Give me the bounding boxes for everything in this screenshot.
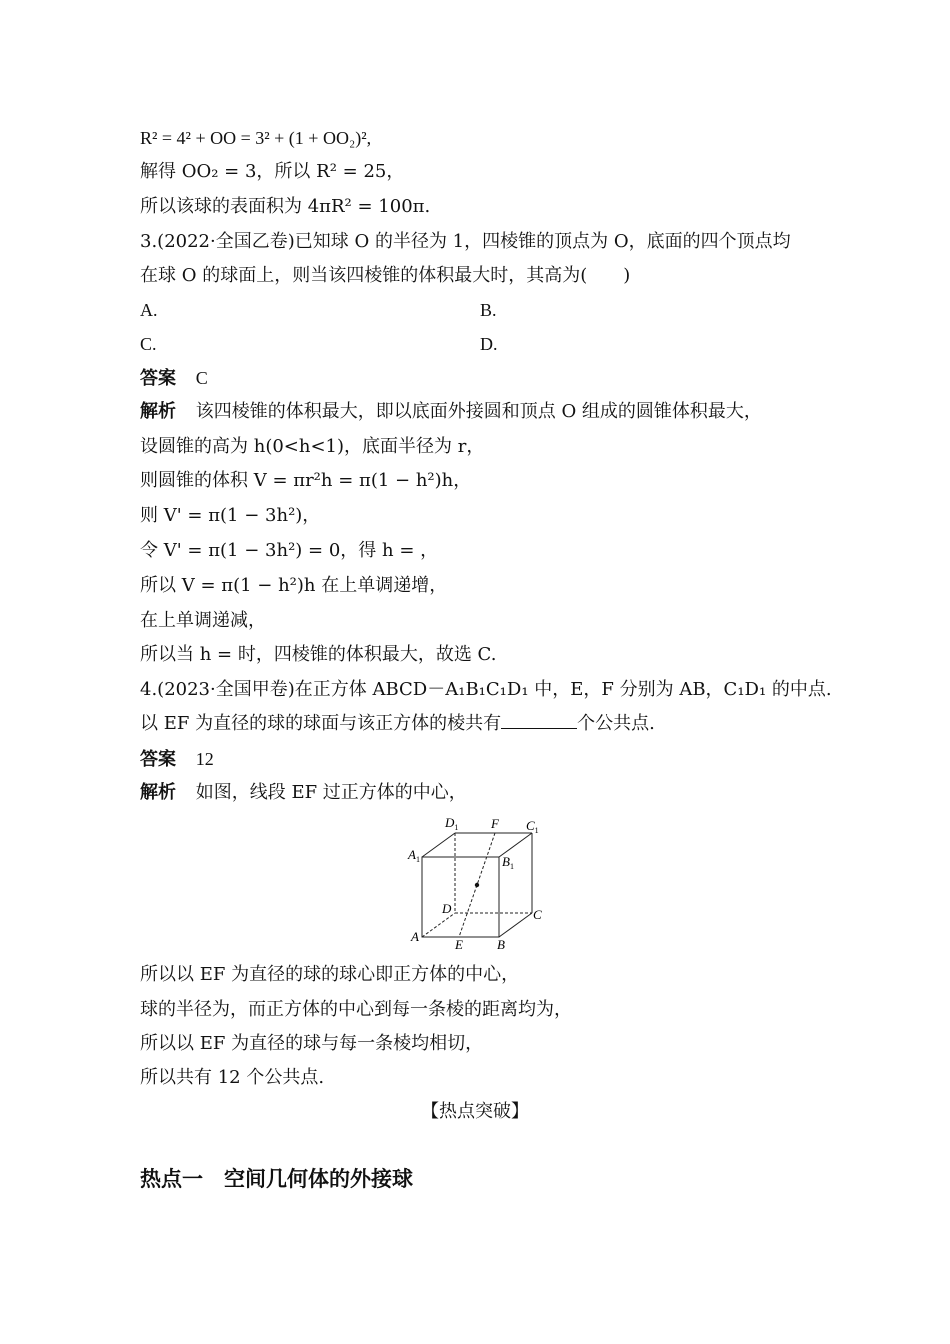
center-point [475,883,479,887]
edge-bc [499,913,532,937]
label-d1: $D_1$ [445,815,459,832]
analysis-3-line4: 则 V' = π(1 − 3h²)， [140,505,321,526]
label-c1: $C_1$ [526,818,539,835]
label-b: B [497,937,505,952]
cube-figure [405,815,555,955]
edge-a1d1 [422,833,455,857]
label-b1: $B_1$ [502,854,514,871]
answer-blank [501,714,577,729]
answer-label: 答案 [140,368,176,389]
answer-label: 答案 [140,749,176,770]
section-title: 热点一 空间几何体的外接球 [140,1167,413,1191]
analysis-3-line5: 令 V' = π(1 − 3h²) = 0，得 h = ， [140,540,439,561]
label-d: D [442,901,452,916]
option-c: C. [140,334,157,354]
option-b: B. [480,300,497,320]
analysis-3-line7: 在上单调递减， [140,610,266,631]
question-4-line1: 4.(2023·全国甲卷)在正方体 ABCD－A₁B₁C₁D₁ 中，E，F 分别为 AB，C₁D₁ 的中点. [140,679,832,700]
answer-4 [140,748,214,771]
label-e: E [455,937,463,952]
hot-topic-header: 【热点突破】 [421,1101,529,1122]
analysis-label: 解析 [140,401,176,422]
option-a: A. [140,300,158,320]
analysis-3-line2: 设圆锥的高为 h(0<h<1)，底面半径为 r， [140,436,485,457]
analysis-3-line8: 所以当 h = 时，四棱锥的体积最大，故选 C. [140,644,497,665]
label-a1: $A_1$ [408,847,420,864]
analysis-3-line6: 所以 V = π(1 − h²)h 在上单调递增， [140,575,448,596]
analysis-4-line2: 所以以 EF 为直径的球的球心即正方体的中心， [140,964,520,985]
label-a: A [411,929,419,944]
question-4-line2: 以 EF 为直径的球的球面与该正方体的棱共有 个公共点. [140,713,655,734]
analysis-4-line4: 所以以 EF 为直径的球与每一条棱均相切， [140,1033,484,1054]
analysis-label: 解析 [140,782,176,803]
line-surface-area: 所以该球的表面积为 4πR² = 100π. [140,196,431,217]
answer-value: C [195,368,208,388]
label-f: F [491,816,499,831]
analysis-3-line3: 则圆锥的体积 V = πr²h = π(1 − h²)h， [140,470,472,491]
analysis-4-line3: 球的半径为，而正方体的中心到每一条棱的距离均为， [140,999,572,1020]
edge-ad [422,913,455,937]
line-r-equation: R² = 4² + OO = 3² + (1 + OO₂)², [140,128,372,148]
question-3-line1: 3.(2022·全国乙卷)已知球 O 的半径为 1，四棱锥的顶点为 O，底面的四个顶点均 [140,231,791,252]
analysis-3-line1: 解析 该四棱锥的体积最大，即以底面外接圆和顶点 O 组成的圆锥体积最大， [140,401,762,422]
line-solve-oo2: 解得 OO₂ = 3，所以 R² = 25， [140,161,405,182]
answer-value: 12 [195,749,214,769]
option-d: D. [480,334,498,354]
front-face [422,857,499,937]
answer-3 [140,367,208,390]
analysis-4-line1: 解析 如图，线段 EF 过正方体的中心， [140,782,467,803]
analysis-4-line5: 所以共有 12 个公共点. [140,1067,325,1088]
label-c: C [533,907,542,922]
question-3-line2: 在球 O 的球面上，则当该四棱锥的体积最大时，其高为( ) [140,265,631,286]
